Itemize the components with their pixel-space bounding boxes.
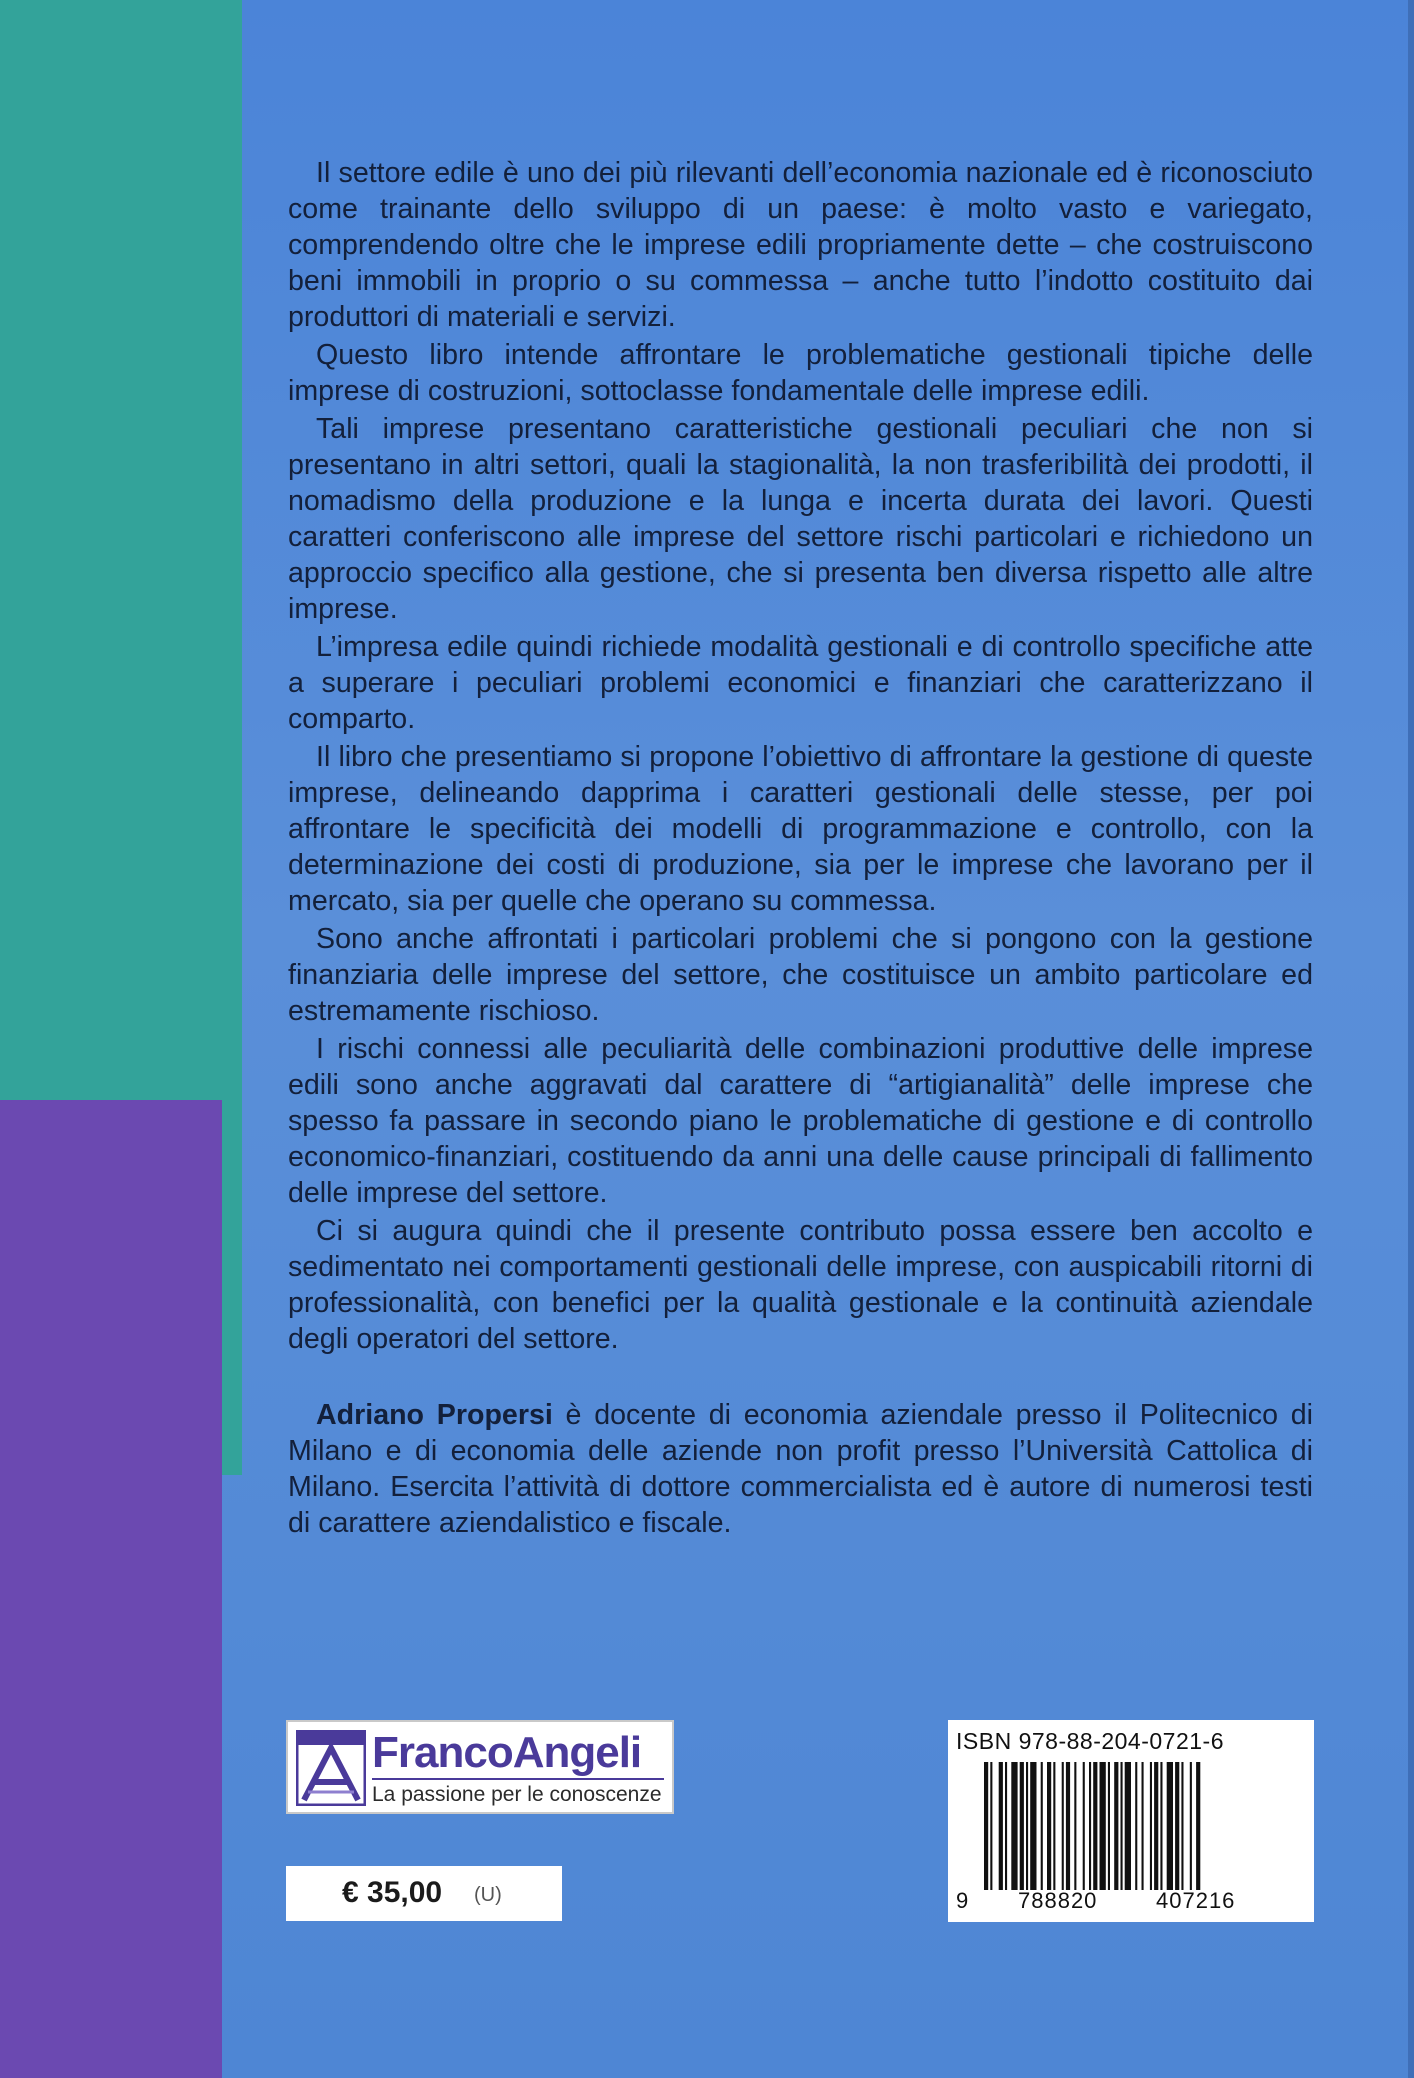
blurb-text (288, 155, 1313, 1541)
price-amount: € 35,00 (342, 1876, 443, 1909)
logo-divider (372, 1778, 664, 1780)
blurb-paragraph-6: Sono anche affrontati i particolari problemi che si pongono con la gestione finanziaria delle imprese del settore, che costituisce un ambito particolare ed estremamente rischioso. (288, 923, 1313, 1027)
author-bio (288, 1397, 1313, 1541)
barcode-digit-left: 9 (956, 1888, 970, 1913)
publisher-logo (286, 1720, 674, 1814)
blurb-paragraph-3: Tali imprese presentano caratteristiche gestionali peculiari che non si presentano in altri settori, quali la stagionalità, la non trasferibilità dei prodotti, il nomadismo della produzione e la lunga e incerta durata dei lavori. Questi caratteri conferiscono alle imprese del settore rischi particolari e richiedono un approccio specifico alla gestione, che si presenta ben diversa rispetto alle altre imprese. (288, 413, 1313, 625)
isbn-barcode-box (948, 1720, 1314, 1922)
barcode-icon (984, 1762, 1294, 1890)
author-name: Adriano Propersi (316, 1399, 553, 1431)
author-bio-text: è docente di economia aziendale presso il Politecnico di Milano e di economia delle aziende non profit presso l’Università Cattolica di Milano. Esercita l’attività di dottore commercialista ed è autore di numerosi testi di carattere aziendalistico e fiscale. (288, 1399, 1313, 1539)
publisher-tagline: La passione per le conoscenze (372, 1783, 662, 1806)
purple-side-strip (0, 1100, 222, 2078)
blurb-paragraph-2: Questo libro intende affrontare le problematiche gestionali tipiche delle imprese di costruzioni, sottoclasse fondamentale delle imprese edili. (288, 339, 1313, 407)
franco-angeli-logo-icon (296, 1730, 366, 1806)
isbn-label: ISBN 978-88-204-0721-6 (956, 1728, 1224, 1754)
cover-edge (1408, 0, 1414, 2078)
price-code: (U) (474, 1884, 502, 1906)
barcode-digits-middle: 788820 (1018, 1888, 1098, 1913)
blurb-paragraph-4: L’impresa edile quindi richiede modalità gestionali e di controllo specifiche atte a superare i peculiari problemi economici e finanziari che caratterizzano il comparto. (288, 631, 1313, 735)
blurb-paragraph-8: Ci si augura quindi che il presente contributo possa essere ben accolto e sedimentato nei comportamenti gestionali delle imprese, con auspicabili ritorni di professionalità, con benefici per la qualità gestionale e la continuità aziendale degli operatori del settore. (288, 1215, 1313, 1355)
barcode-digits-right: 407216 (1156, 1888, 1236, 1913)
blurb-paragraph-5: Il libro che presentiamo si propone l’obiettivo di affrontare la gestione di queste imprese, delineando dapprima i caratteri gestionali delle stesse, per poi affrontare le specificità dei modelli di programmazione e controllo, con la determinazione dei costi di produzione, sia per le imprese che lavorano per il mercato, sia per quelle che operano su commessa. (288, 741, 1313, 917)
publisher-name: FrancoAngeli (372, 1728, 642, 1777)
price-label (286, 1866, 562, 1921)
blurb-paragraph-7: I rischi connessi alle peculiarità delle combinazioni produttive delle imprese edili sono anche aggravati dal carattere di “artigianalità” delle imprese che spesso fa passare in secondo piano le problematiche di gestione e di controllo economico-finanziari, costituendo da anni una delle cause principali di fallimento delle imprese del settore. (288, 1033, 1313, 1209)
blurb-paragraph-1: Il settore edile è uno dei più rilevanti dell’economia nazionale ed è riconosciuto come trainante dello sviluppo di un paese: è molto vasto e variegato, comprendendo oltre che le imprese edili propriamente dette – che costruiscono beni immobili in proprio o su commessa – anche tutto l’indotto costituito dai produttori di materiali e servizi. (288, 157, 1313, 333)
